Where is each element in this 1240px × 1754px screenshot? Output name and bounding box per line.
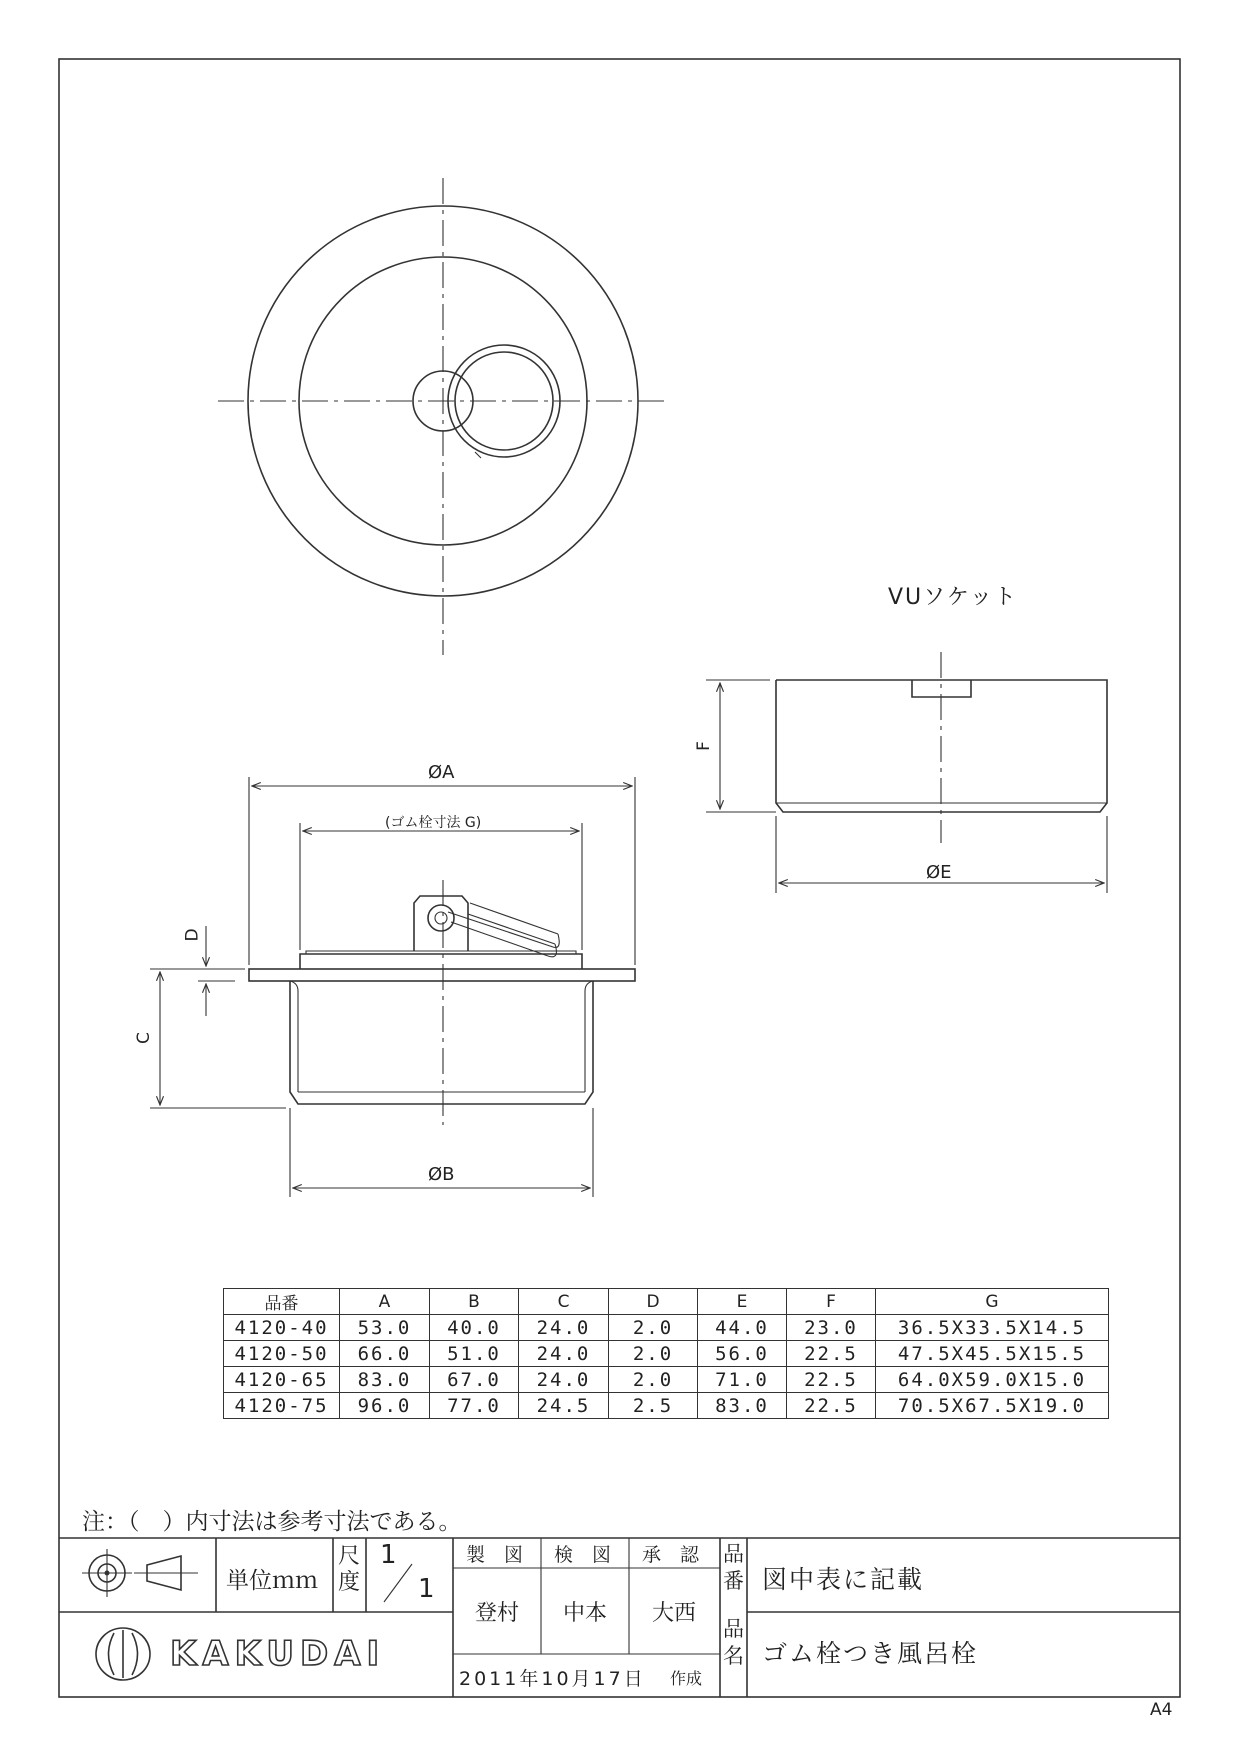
dimension-table <box>223 1288 1109 1419</box>
cell: 71.0 <box>698 1367 787 1393</box>
cell: 23.0 <box>787 1315 876 1341</box>
vu-socket-label: VUソケット <box>888 585 1018 610</box>
header-a: A <box>340 1289 430 1315</box>
table-row <box>224 1393 1109 1419</box>
checked-by: 中本 <box>563 1601 608 1626</box>
part-no-label: 品番 <box>723 1542 744 1593</box>
cell: 2.0 <box>609 1341 698 1367</box>
header-g: G <box>876 1289 1109 1315</box>
cell: 22.5 <box>787 1367 876 1393</box>
part-name-value: ゴム栓つき風呂栓 <box>762 1639 979 1668</box>
scale-denominator: 1 <box>418 1574 435 1604</box>
cell: 24.0 <box>519 1341 609 1367</box>
brand-name: KAKUDAI <box>170 1634 386 1674</box>
drawn-by: 登村 <box>475 1601 520 1626</box>
dim-c-label: C <box>133 1032 154 1044</box>
header-c: C <box>519 1289 609 1315</box>
dim-e-label: ØE <box>926 862 952 883</box>
dim-b-label: ØB <box>428 1164 455 1185</box>
table-row <box>224 1315 1109 1341</box>
dim-a-label: ØA <box>428 762 455 783</box>
cell: 64.0X59.0X15.0 <box>876 1367 1109 1393</box>
cell: 67.0 <box>430 1367 519 1393</box>
cell: 36.5X33.5X14.5 <box>876 1315 1109 1341</box>
header-d: D <box>609 1289 698 1315</box>
dim-f-label: F <box>693 741 714 751</box>
created-label: 作成 <box>670 1669 703 1688</box>
cell: 2.0 <box>609 1367 698 1393</box>
cell: 4120-50 <box>224 1341 340 1367</box>
creation-date: 2011年10月17日 <box>459 1668 646 1690</box>
cell: 24.0 <box>519 1315 609 1341</box>
dim-d-label: D <box>182 928 203 942</box>
cell: 83.0 <box>340 1367 430 1393</box>
cell: 4120-40 <box>224 1315 340 1341</box>
cell: 2.0 <box>609 1315 698 1341</box>
table-header-row <box>224 1289 1109 1315</box>
vu-socket-view <box>706 652 1107 893</box>
cell: 77.0 <box>430 1393 519 1419</box>
header-e: E <box>698 1289 787 1315</box>
cell: 24.5 <box>519 1393 609 1419</box>
side-view <box>150 777 635 1197</box>
cell: 24.0 <box>519 1367 609 1393</box>
approved-label: 承 認 <box>642 1544 700 1566</box>
cell: 4120-75 <box>224 1393 340 1419</box>
sheet-size: A4 <box>1150 1700 1173 1720</box>
cell: 83.0 <box>698 1393 787 1419</box>
cell: 51.0 <box>430 1341 519 1367</box>
approved-by: 大西 <box>652 1601 697 1626</box>
cell: 40.0 <box>430 1315 519 1341</box>
sheet-border <box>59 59 1180 1697</box>
cell: 47.5X45.5X15.5 <box>876 1341 1109 1367</box>
cell: 22.5 <box>787 1341 876 1367</box>
cell: 53.0 <box>340 1315 430 1341</box>
table-row <box>224 1367 1109 1393</box>
scale-label: 尺度 <box>338 1544 361 1595</box>
kakudai-logo-mark <box>96 1628 150 1680</box>
cell: 2.5 <box>609 1393 698 1419</box>
checked-label: 検 図 <box>554 1544 612 1566</box>
scale-numerator: 1 <box>380 1540 397 1570</box>
table-row <box>224 1341 1109 1367</box>
third-angle-projection-icon <box>82 1549 198 1597</box>
reference-note: 注：（ ）内寸法は参考寸法である。 <box>82 1509 462 1535</box>
part-no-value: 図中表に記載 <box>762 1565 925 1594</box>
dim-g-label: (ゴム栓寸法 G) <box>385 815 482 831</box>
drawn-label: 製 図 <box>466 1544 524 1566</box>
cell: 4120-65 <box>224 1367 340 1393</box>
header-f: F <box>787 1289 876 1315</box>
cell: 44.0 <box>698 1315 787 1341</box>
cell: 56.0 <box>698 1341 787 1367</box>
header-b: B <box>430 1289 519 1315</box>
part-name-label: 品名 <box>723 1617 744 1668</box>
cell: 96.0 <box>340 1393 430 1419</box>
unit-label: 単位ｍｍ <box>226 1568 318 1594</box>
cell: 70.5X67.5X19.0 <box>876 1393 1109 1419</box>
cell: 66.0 <box>340 1341 430 1367</box>
header-part-no: 品番 <box>224 1289 340 1315</box>
cell: 22.5 <box>787 1393 876 1419</box>
top-view <box>218 178 668 655</box>
